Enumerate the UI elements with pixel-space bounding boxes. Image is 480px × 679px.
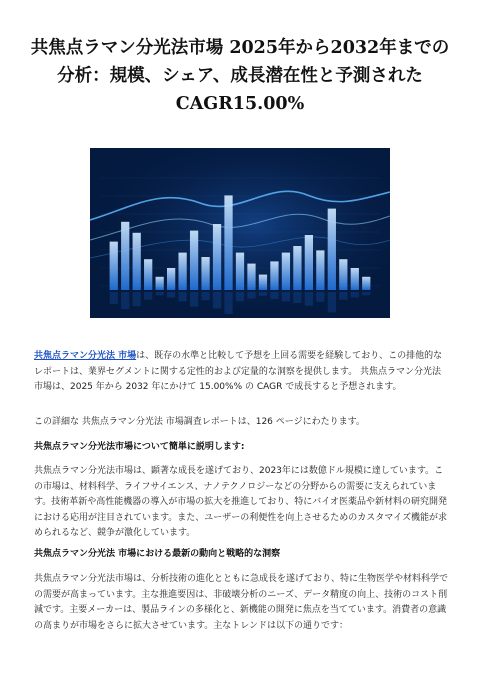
- hero-bar: [156, 277, 164, 290]
- hero-bar: [362, 277, 370, 290]
- intro-text: は、既存の水準と比較して予想を上回る需要を経験しており、この排他的なレポートは、業界セグメントに関する定性的および定量的な洞察を提供します。 共焦点ラマン分光法 市場は、2025 年から 2032 年にかけて 15.00%% の CAGR で成長すると予想されます。: [34, 351, 443, 393]
- hero-bar: [236, 253, 244, 290]
- hero-bar: [144, 259, 152, 290]
- section1-body: 共焦点ラマン分光法市場は、顕著な成長を遂げており、2023年には数億ドル規模に達しています。この市場は、材料科学、ライフサイエンス、ナノテクノロジーなどの分野からの需要に支えられています。技術革新や高性能機器の導入が市場の拡大を推進しており、特にバイオ医薬品や新材料の研究開発における応用が注目されています。また、ユーザーの利便性を向上させるためのカスタマイズ機能が求められるなど、競争が激化しています。: [34, 466, 448, 539]
- section2-heading: 共焦点ラマン分光法 市場における最新の動向と戦略的な洞察: [34, 549, 281, 559]
- hero-bar-reflection: [133, 292, 141, 306]
- hero-bar-reflection: [316, 292, 324, 302]
- hero-bar-reflection: [201, 292, 209, 300]
- hero-bar-reflection: [247, 292, 255, 299]
- hero-bar: [305, 235, 313, 290]
- hero-bar: [293, 246, 301, 290]
- hero-bar-chart-graphic: [90, 148, 390, 318]
- hero-bar: [201, 257, 209, 290]
- hero-bar-reflection: [121, 292, 129, 309]
- pages-note: この詳細な 共焦点ラマン分光法 市場調査レポートは、126 ページにわたります。: [34, 417, 365, 427]
- hero-bar-reflection: [144, 292, 152, 300]
- hero-bar-reflection: [293, 292, 301, 303]
- hero-bar: [213, 224, 221, 290]
- hero-bar-reflection: [339, 292, 347, 300]
- hero-bar-reflection: [156, 292, 164, 295]
- section1-heading: 共焦点ラマン分光法市場について簡単に説明します:: [34, 442, 245, 452]
- hero-image: [90, 148, 390, 318]
- section2-body: 共焦点ラマン分光法市場は、分析技術の進化とともに急成長を遂げており、特に生物医学や材料科学での需要が高まっています。主な推進要因は、非破壊分析のニーズ、データ精度の向上、技術のコスト削減です。主要メーカーは、製品ラインの多様化と、新機能の開発に焦点を当てています。消費者の意識の高まりが市場をさらに拡大させています。主なトレンドは以下の通りです：: [34, 574, 449, 631]
- hero-bar: [224, 195, 232, 290]
- hero-bar: [328, 209, 336, 290]
- hero-bar-reflection: [224, 292, 232, 314]
- hero-bar: [178, 253, 186, 290]
- hero-bar: [351, 268, 359, 290]
- hero-bar: [133, 233, 141, 290]
- hero-bar: [167, 268, 175, 290]
- hero-bar-reflection: [362, 292, 370, 295]
- hero-bar: [190, 231, 198, 290]
- hero-bar-reflection: [236, 292, 244, 301]
- hero-bar-reflection: [110, 292, 118, 304]
- hero-bar-reflection: [282, 292, 290, 301]
- hero-bar-reflection: [270, 292, 278, 299]
- hero-bar-reflection: [178, 292, 186, 301]
- hero-bar: [259, 275, 267, 290]
- hero-bar-reflection: [351, 292, 359, 298]
- hero-bar: [247, 264, 255, 290]
- intro-paragraph: [34, 349, 448, 396]
- hero-bar: [110, 242, 118, 290]
- hero-bar-reflection: [328, 292, 336, 312]
- hero-bar-reflection: [167, 292, 175, 298]
- market-link[interactable]: 共焦点ラマン分光法 市場: [34, 351, 137, 361]
- hero-bar-reflection: [259, 292, 267, 296]
- hero-bar-reflection: [213, 292, 221, 309]
- hero-bar: [316, 250, 324, 290]
- hero-bar: [270, 261, 278, 290]
- hero-bar-reflection: [305, 292, 313, 306]
- hero-bar: [121, 222, 129, 290]
- page-title: 共焦点ラマン分光法市場 2025年から2032年までの分析：規模、シェア、成長潜在性と予測されたCAGR15.00%: [30, 38, 450, 114]
- hero-bar: [282, 253, 290, 290]
- hero-bar-reflection: [190, 292, 198, 307]
- hero-bar: [339, 259, 347, 290]
